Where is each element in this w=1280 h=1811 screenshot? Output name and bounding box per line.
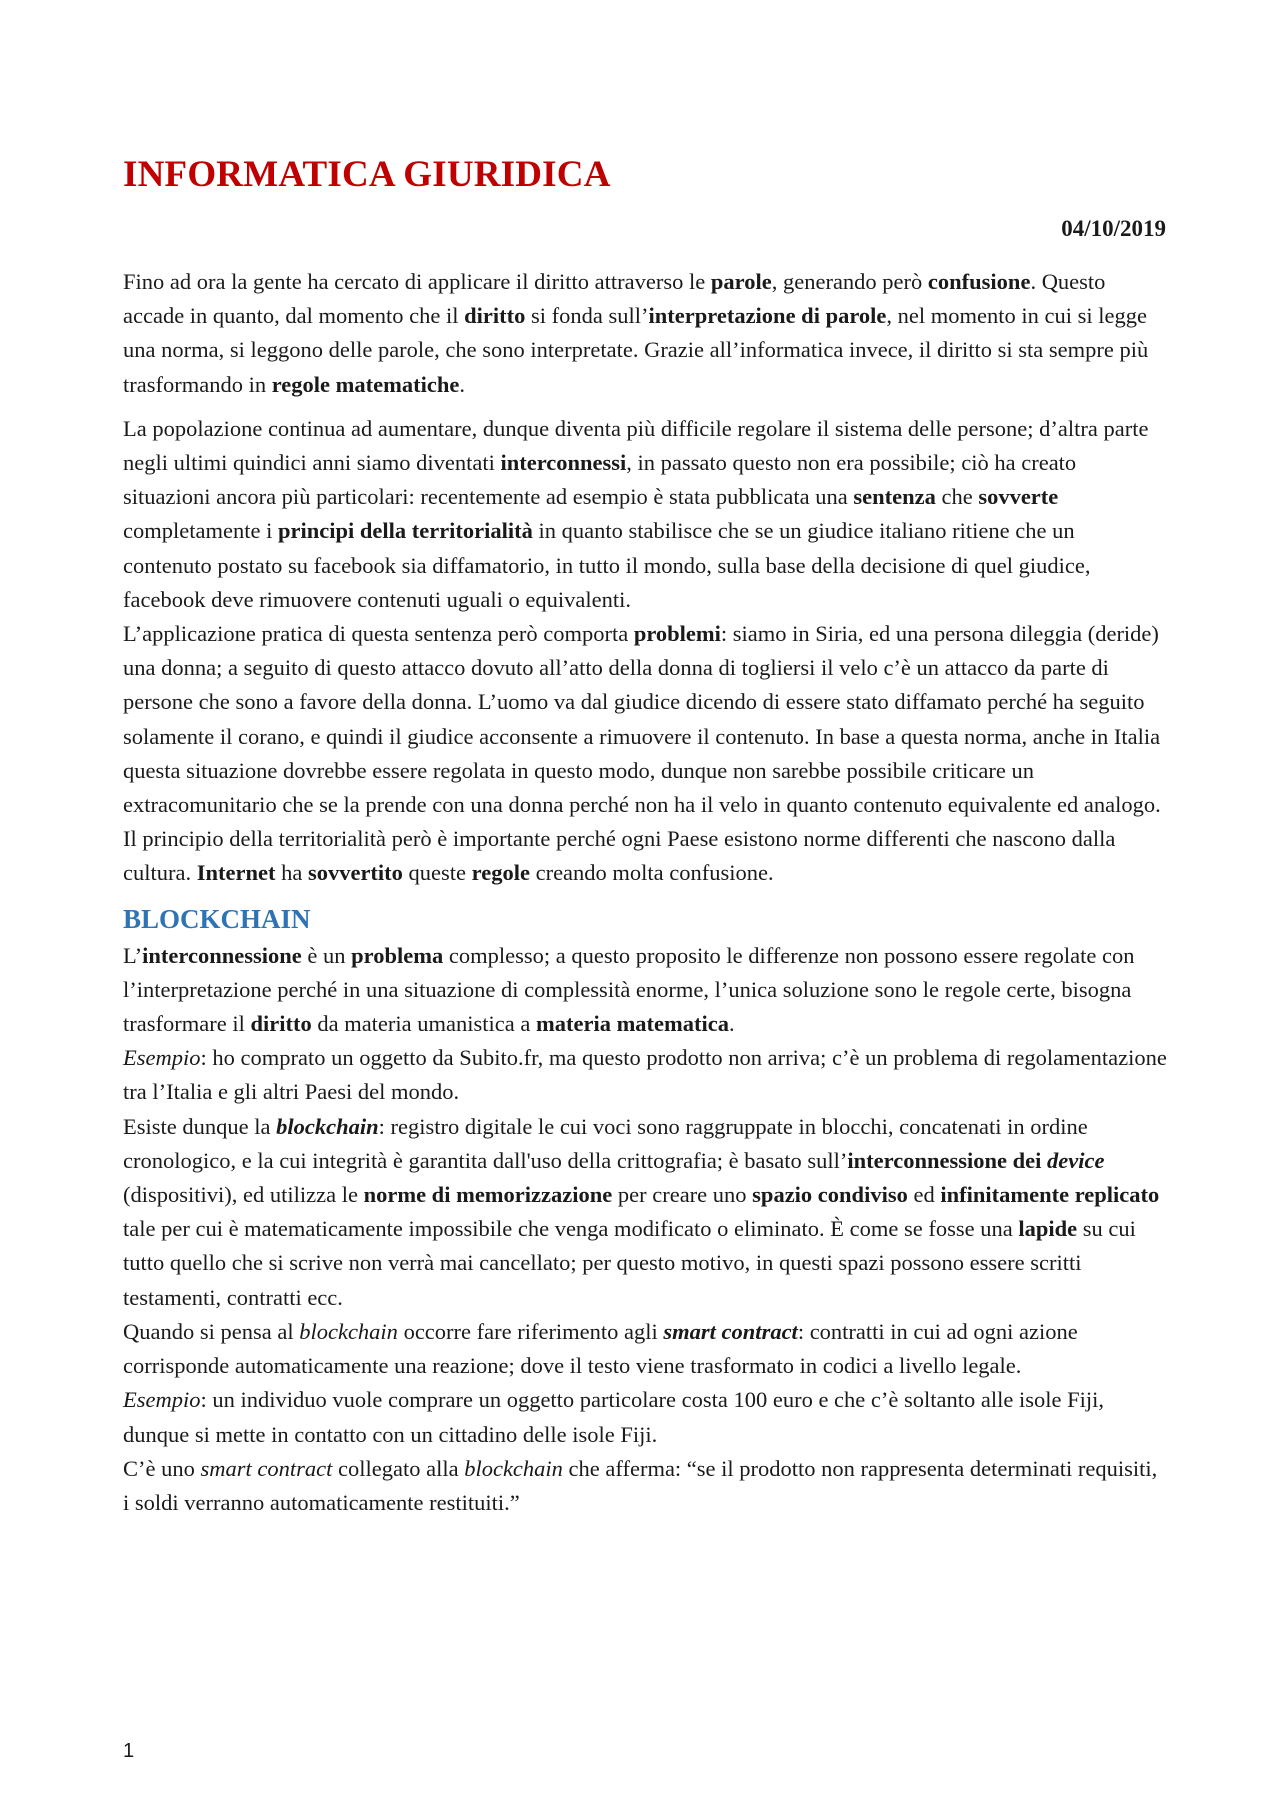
document-date: 04/10/2019 — [1061, 216, 1166, 241]
paragraph-smart-contract-clause: C’è uno smart contract collegato alla blockchain che afferma: “se il prodotto non rappresenta determinati requisiti, i soldi verranno automaticamente restituiti.” — [123, 1455, 1158, 1515]
section-heading-blockchain: BLOCKCHAIN — [123, 903, 311, 934]
paragraph-population: La popolazione continua ad aumentare, dunque diventa più difficile regolare il sistema delle persone; d’altra parte negli ultimi quindici anni siamo diventati interconnessi, in passato questo non era possibile; ciò ha creato situazioni ancora più particolari: recentemente ad esempio è stata pubblicata una sentenza che sovverte completamente i principi della territorialità in quanto stabilisce che se un giudice italiano ritiene che un contenuto postato su facebook sia diffamatorio, in tutto il mondo, sulla base della decisione di quel giudice, facebook deve rimuovere contenuti uguali o equivalenti. — [123, 415, 1149, 612]
page-number: 1 — [123, 1740, 135, 1762]
paragraph-practical-application: L’applicazione pratica di questa sentenza però comporta problemi: siamo in Siria, ed una persona dileggia (deride) una donna; a seguito di questo attacco dovuto all’atto della donna di togliersi il velo c’è un attacco da parte di persone che sono a favore della donna. L’uomo va dal giudice dicendo di essere stato diffamato perché ha seguito solamente il corano, e quindi il giudice acconsente a rimuovere il contenuto. In base a questa norma, anche in Italia questa situazione dovrebbe essere regolata in questo modo, dunque non sarebbe possibile criticare un extracomunitario che se la prende con una donna perché non ha il velo in quanto contenuto equivalente ed analogo. — [123, 621, 1161, 818]
paragraph-territoriality: Il principio della territorialità però è importante perché ogni Paese esistono norme differenti che nascono dalla cultura. Internet ha sovvertito queste regole creando molta confusione. — [123, 826, 1116, 886]
paragraph-smart-contract: Quando si pensa al blockchain occorre fare riferimento agli smart contract: contratti in cui ad ogni azione corrisponde automaticamente una reazione; dove il testo viene trasformato in codici a livello legale. — [123, 1318, 1078, 1379]
document-body — [123, 265, 1168, 1520]
paragraph-intro: Fino ad ora la gente ha cercato di applicare il diritto attraverso le parole, generando però confusione. Questo accade in quanto, dal momento che il diritto si fonda sull’interpretazione di parole, nel momento in cui si legge una norma, si leggono delle parole, che sono interpretate. Grazie all’informatica invece, il diritto si sta sempre più trasformando in regole matematiche. — [123, 269, 1149, 397]
paragraph-example-subito: Esempio: ho comprato un oggetto da Subito.fr, ma questo prodotto non arriva; c’è un problema di regolamentazione tra l’Italia e gli altri Paesi del mondo. — [123, 1045, 1167, 1105]
document-title: INFORMATICA GIURIDICA — [123, 154, 611, 195]
paragraph-blockchain-definition: Esiste dunque la blockchain: registro digitale le cui voci sono raggruppate in blocchi, concatenati in ordine cronologico, e la cui integrità è garantita dall'uso della crittografia; è basato sull’interconnessione dei device (dispositivi), ed utilizza le norme di memorizzazione per creare uno spazio condiviso ed infinitamente replicato tale per cui è matematicamente impossibile che venga modificato o eliminato. È come se fosse una lapide su cui tutto quello che si scrive non verrà mai cancellato; per questo motivo, in questi spazi possono essere scritti testamenti, contratti ecc. — [123, 1113, 1160, 1310]
paragraph-example-fiji: Esempio: un individuo vuole comprare un oggetto particolare costa 100 euro e che c’è soltanto alle isole Fiji, dunque si mette in contatto con un cittadino delle isole Fiji. — [123, 1387, 1104, 1447]
paragraph-interconnection: L’interconnessione è un problema complesso; a questo proposito le differenze non possono essere regolate con l’interpretazione perché in una situazione di complessità enorme, l’unica soluzione sono le regole certe, bisogna trasformare il diritto da materia umanistica a materia matematica. — [123, 942, 1135, 1037]
